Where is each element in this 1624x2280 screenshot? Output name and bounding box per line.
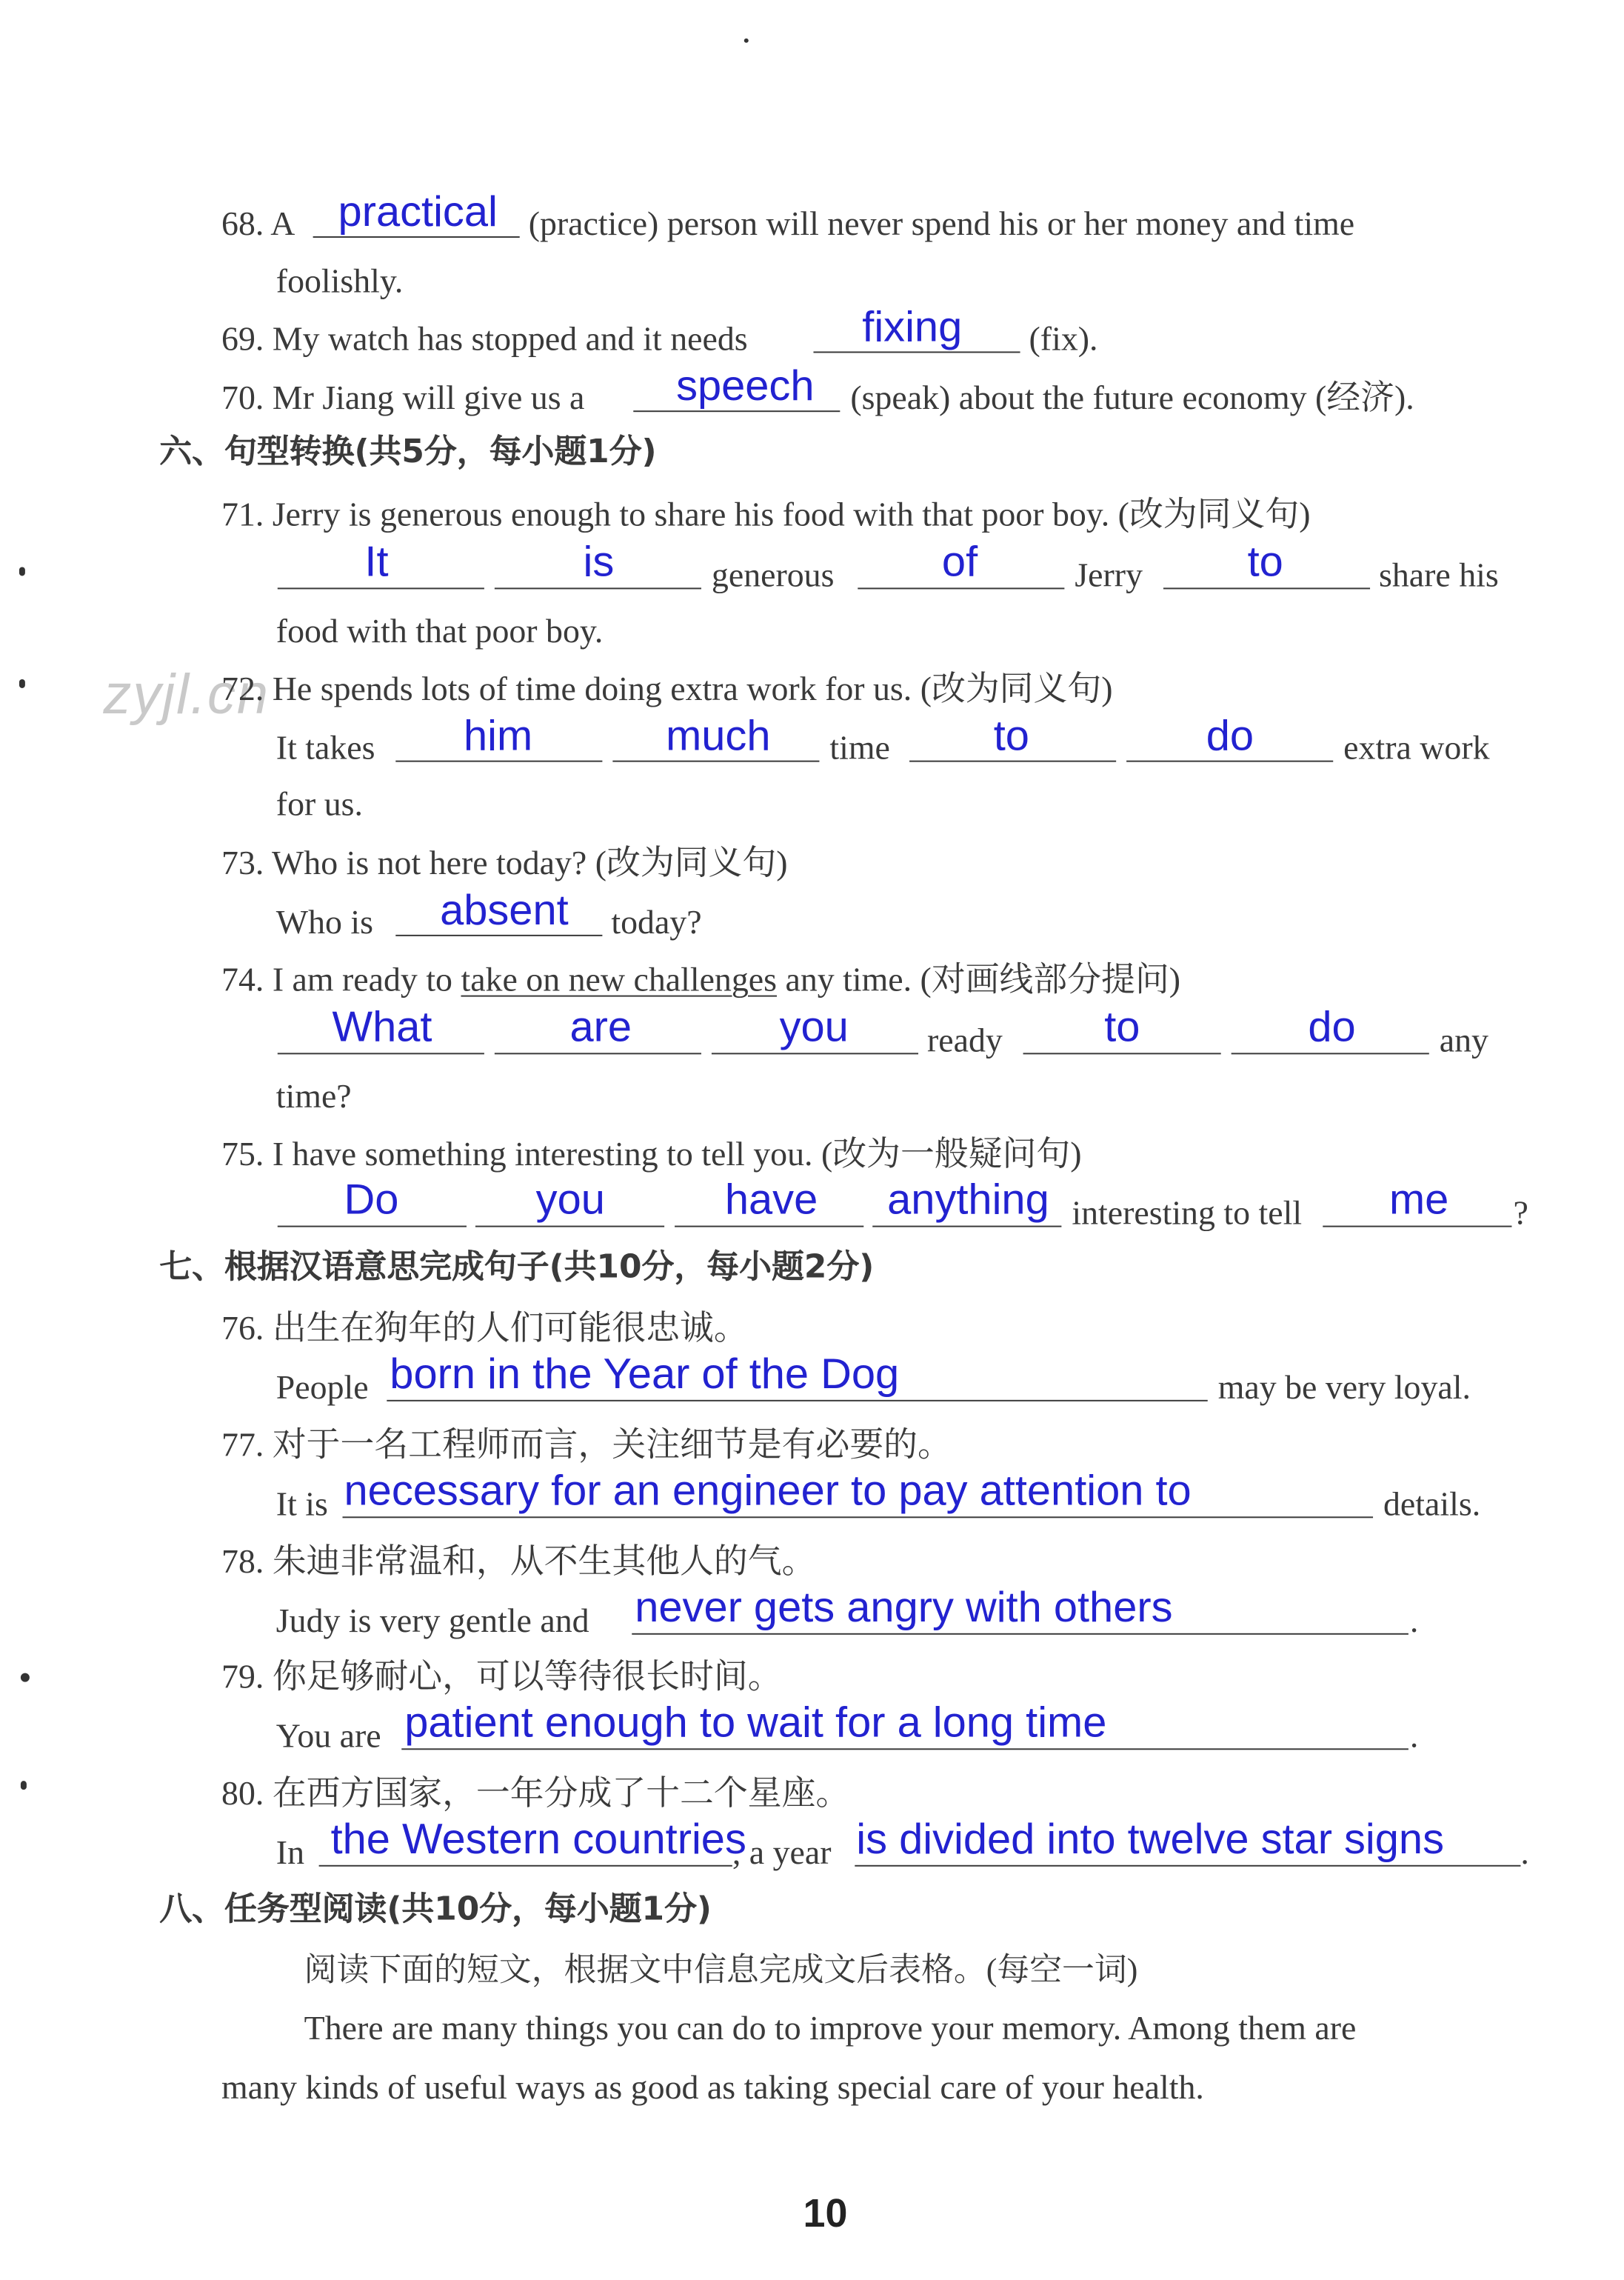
scan-mark xyxy=(21,1673,30,1682)
q76-post: may be very loyal. xyxy=(1217,1368,1471,1406)
q71-word-jerry: Jerry xyxy=(1075,556,1143,594)
reading-para-line1: There are many things you can do to improve your memory. Among them are xyxy=(304,2010,1357,2047)
q74-answer-3: you xyxy=(779,1004,849,1052)
q74-blank-2[interactable] xyxy=(495,1053,701,1054)
q72-stem: 72. He spends lots of time doing extra work for us. (改为同义句) xyxy=(221,670,1113,707)
q79-blank[interactable] xyxy=(401,1748,1409,1750)
q71-blank-4[interactable] xyxy=(1163,587,1370,589)
q75-answer-2: you xyxy=(535,1176,605,1224)
q72-blank-1[interactable] xyxy=(395,761,602,762)
q71-answer-1: It xyxy=(364,539,389,587)
q70-blank[interactable] xyxy=(633,410,840,412)
q76-pre: People xyxy=(275,1368,369,1406)
q71-blank-3[interactable] xyxy=(858,587,1064,589)
q74-blank-1[interactable] xyxy=(278,1053,484,1054)
q80-post: . xyxy=(1520,1833,1529,1871)
q75-blank-3[interactable] xyxy=(675,1226,863,1227)
q72-answer-1: him xyxy=(463,713,533,761)
q71-answer-3: of xyxy=(941,539,978,587)
q68-blank[interactable] xyxy=(313,236,520,238)
q77-blank[interactable] xyxy=(343,1516,1374,1518)
q74-word-any: any xyxy=(1439,1021,1488,1059)
q77-stem: 77. 对于一名工程师而言，关注细节是有必要的。 xyxy=(221,1426,952,1464)
q76-answer: born in the Year of the Dog xyxy=(390,1351,900,1399)
q69-blank[interactable] xyxy=(813,351,1020,353)
reading-para-line2: many kinds of useful ways as good as taking special care of your health. xyxy=(221,2068,1204,2106)
q68-stem-pre: 68. A xyxy=(221,205,295,242)
q80-blank-1[interactable] xyxy=(319,1865,732,1867)
page-number: 10 xyxy=(803,2191,848,2236)
scan-mark xyxy=(19,679,25,688)
q71-word-generous: generous xyxy=(711,556,835,594)
q75-answer-1: Do xyxy=(344,1176,399,1224)
q78-stem: 78. 朱迪非常温和，从不生其他人的气。 xyxy=(221,1543,816,1581)
q74-answer-5: do xyxy=(1308,1004,1356,1052)
q72-line3: for us. xyxy=(275,785,363,823)
q75-end: ? xyxy=(1513,1194,1528,1232)
q77-answer: necessary for an engineer to pay attention to xyxy=(344,1467,1192,1516)
q79-stem: 79. 你足够耐心，可以等待很长时间。 xyxy=(221,1658,782,1696)
q75-blank-4[interactable] xyxy=(872,1226,1061,1227)
q80-pre: In xyxy=(275,1833,305,1871)
q74-blank-5[interactable] xyxy=(1232,1053,1429,1054)
q75-blank-5[interactable] xyxy=(1323,1226,1511,1227)
q74-answer-2: are xyxy=(569,1004,632,1052)
q75-word-interesting: interesting to tell xyxy=(1072,1194,1303,1232)
q79-post: . xyxy=(1409,1717,1419,1755)
q72-blank-3[interactable] xyxy=(909,761,1116,762)
q80-blank-2[interactable] xyxy=(855,1865,1520,1867)
q74-stem-pre: 74. I am ready to xyxy=(221,961,461,999)
scan-mark xyxy=(19,567,25,576)
section6-title: 六、句型转换(共5分，每小题1分) xyxy=(159,434,657,471)
q79-pre: You are xyxy=(275,1717,381,1755)
q70-stem-pre: 70. Mr Jiang will give us a xyxy=(221,379,585,417)
q73-post: today? xyxy=(611,904,702,941)
q74-blank-3[interactable] xyxy=(712,1053,918,1054)
q68-stem-post: (practice) person will never spend his or her money and time xyxy=(528,205,1355,242)
scan-mark xyxy=(21,1781,27,1790)
q75-blank-1[interactable] xyxy=(278,1226,467,1227)
q71-blank-1[interactable] xyxy=(278,587,484,589)
q70-answer: speech xyxy=(676,363,815,411)
q72-answer-4: do xyxy=(1206,713,1254,761)
q69-stem-pre: 69. My watch has stopped and it needs xyxy=(221,320,748,358)
q74-stem-underlined: take on new challenges xyxy=(461,961,778,999)
q72-word-extra: extra work xyxy=(1343,729,1490,767)
q78-answer: never gets angry with others xyxy=(635,1584,1173,1632)
q72-blank-4[interactable] xyxy=(1126,761,1333,762)
q80-answer-1: the Western countries xyxy=(330,1816,746,1864)
q74-stem-post: any time. (对画线部分提问) xyxy=(777,961,1181,999)
q75-answer-5: me xyxy=(1389,1176,1449,1224)
q69-answer: fixing xyxy=(862,304,963,352)
q71-word-share: share his xyxy=(1379,556,1499,594)
q70-stem-post: (speak) about the future economy (经济). xyxy=(850,379,1414,417)
q73-answer: absent xyxy=(440,887,569,935)
q76-blank[interactable] xyxy=(387,1400,1207,1401)
q72-answer-3: to xyxy=(993,713,1029,761)
q74-word-ready: ready xyxy=(926,1021,1003,1059)
q75-stem: 75. I have something interesting to tell you. (改为一般疑问句) xyxy=(221,1136,1082,1173)
q80-mid: , a year xyxy=(732,1833,832,1871)
watermark: zyjl.cn xyxy=(103,664,270,727)
q73-pre: Who is xyxy=(275,904,374,941)
q71-blank-2[interactable] xyxy=(495,587,701,589)
q71-line3: food with that poor boy. xyxy=(275,613,604,650)
q68-answer: practical xyxy=(338,189,498,236)
q73-blank[interactable] xyxy=(395,935,602,936)
q68-stem-line2: foolishly. xyxy=(275,262,404,300)
q72-answer-2: much xyxy=(666,713,771,761)
q80-stem: 80. 在西方国家，一年分成了十二个星座。 xyxy=(221,1775,850,1813)
q77-pre: It is xyxy=(275,1485,328,1523)
q72-word-it-takes: It takes xyxy=(275,729,375,767)
q73-stem: 73. Who is not here today? (改为同义句) xyxy=(221,844,788,882)
q74-answer-1: What xyxy=(332,1004,432,1052)
q74-line3: time? xyxy=(275,1078,352,1116)
q76-stem: 76. 出生在狗年的人们可能很忠诚。 xyxy=(221,1310,748,1347)
q71-answer-2: is xyxy=(583,539,615,587)
q75-answer-3: have xyxy=(724,1176,818,1224)
q75-answer-4: anything xyxy=(887,1176,1049,1224)
q71-answer-4: to xyxy=(1247,539,1283,587)
q74-answer-4: to xyxy=(1104,1004,1140,1052)
q69-stem-post: (fix). xyxy=(1029,320,1098,358)
q78-blank[interactable] xyxy=(632,1633,1409,1635)
section8-title: 八、任务型阅读(共10分，每小题1分) xyxy=(159,1891,712,1929)
scan-mark xyxy=(744,39,749,43)
q72-word-time: time xyxy=(829,729,890,767)
q71-stem: 71. Jerry is generous enough to share his food with that poor boy. (改为同义句) xyxy=(221,496,1311,533)
section7-title: 七、根据汉语意思完成句子(共10分，每小题2分) xyxy=(159,1249,875,1287)
q78-post: . xyxy=(1409,1601,1419,1639)
q78-pre: Judy is very gentle and xyxy=(275,1601,589,1639)
q79-answer: patient enough to wait for a long time xyxy=(404,1699,1107,1747)
reading-instruction: 阅读下面的短文，根据文中信息完成文后表格。(每空一词) xyxy=(304,1950,1138,1988)
q74-stem xyxy=(221,959,1180,1003)
q75-blank-2[interactable] xyxy=(475,1226,664,1227)
q80-answer-2: is divided into twelve star signs xyxy=(856,1816,1445,1864)
q72-blank-2[interactable] xyxy=(612,761,819,762)
q74-blank-4[interactable] xyxy=(1023,1053,1221,1054)
q77-post: details. xyxy=(1383,1485,1481,1523)
